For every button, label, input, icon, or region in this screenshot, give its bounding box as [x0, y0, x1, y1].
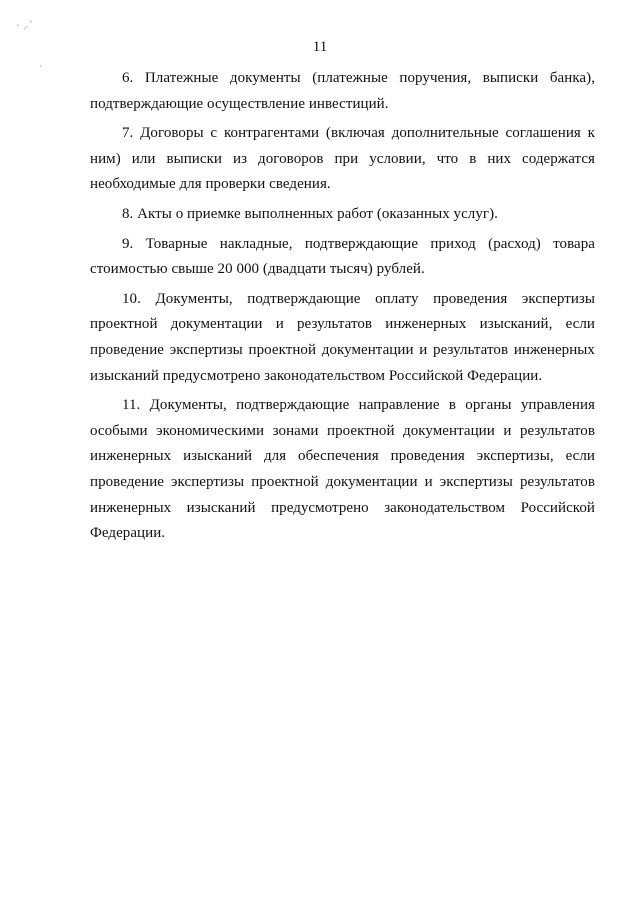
paragraph-item-7: 7. Договоры с контрагентами (включая дополнительные соглашения к ним) или выписки из договоров при условии, что в них содержатся необходимые для проверки сведения.: [90, 125, 595, 193]
paragraph-item-8: 8. Акты о приемке выполненных работ (оказанных услуг).: [122, 205, 498, 222]
paragraph-item-6: 6. Платежные документы (платежные поручения, выписки банка), подтверждающие осуществление инвестиций.: [90, 70, 595, 112]
document-body: [90, 66, 595, 551]
page-number: 11: [312, 39, 328, 55]
scan-artifact-dot: ˏ: [38, 58, 43, 68]
paragraph-item-9: 9. Товарные накладные, подтверждающие приход (расход) товара стоимостью свыше 20 000 (двадцати тысяч) рублей.: [90, 235, 595, 278]
scan-artifact-mark: · ⸝ˋ: [16, 19, 34, 32]
paragraph-item-10: 10. Документы, подтверждающие оплату проведения экспертизы проектной документации и результатов инженерных изысканий, если проведение экспертизы проектной документации и результатов инженерных изысканий предусмотрено законодательством Российской Федерации.: [90, 290, 595, 384]
paragraph-item-11: 11. Документы, подтверждающие направление в органы управления особыми экономическими зонами проектной документации и результатов инженерных изысканий для обеспечения проведения экспертизы, если проведение экспертизы проектной документации и экспертизы результатов инженерных изысканий предусмотрено законодательством Российской Федерации.: [90, 397, 595, 542]
